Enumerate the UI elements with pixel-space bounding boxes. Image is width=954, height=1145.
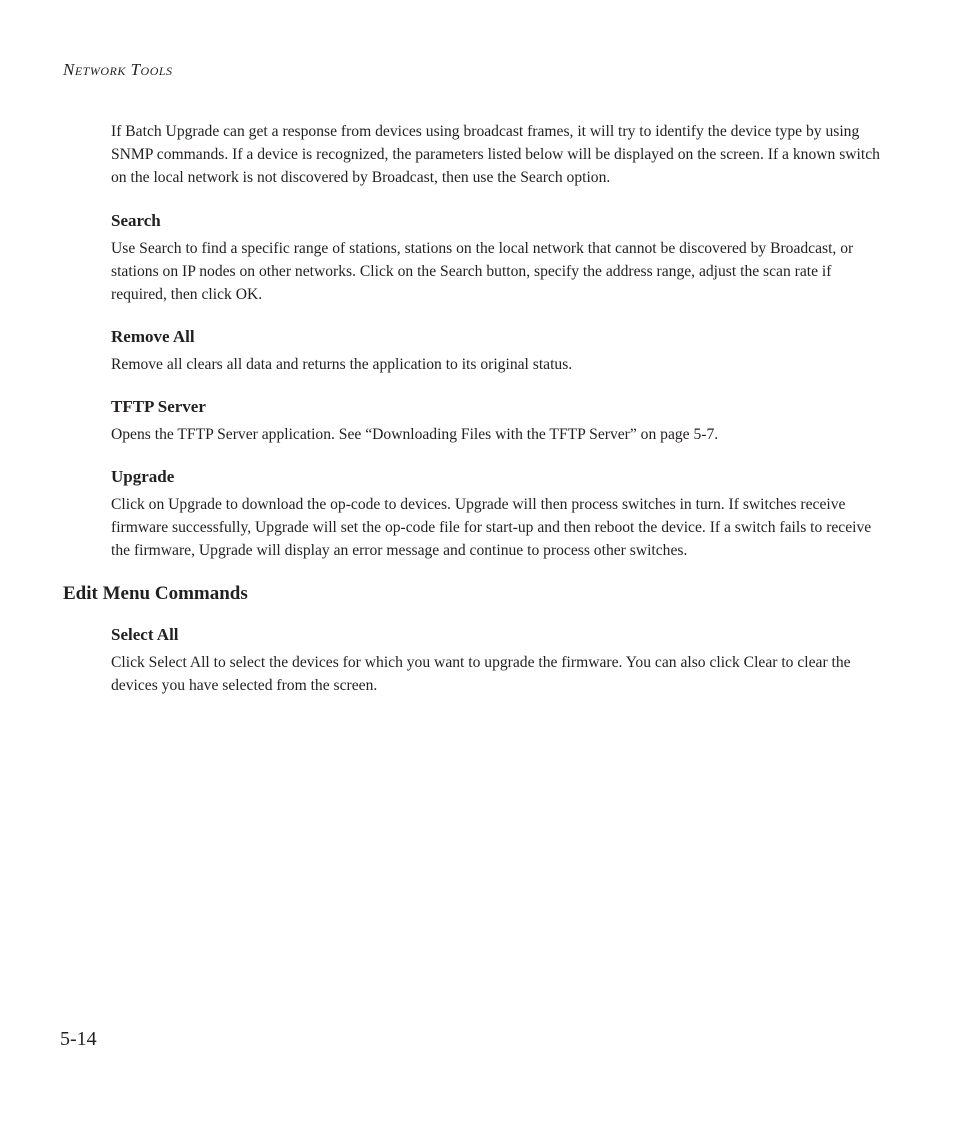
- section-heading: Search: [111, 211, 161, 230]
- section-body: Click Select All to select the devices for which you want to upgrade the firmware. You can also click Clear to clear the devices you have selected from the screen.: [111, 654, 851, 694]
- section-heading: Remove All: [111, 327, 195, 346]
- section-search: [111, 210, 891, 306]
- section-body: Click on Upgrade to download the op-code to devices. Upgrade will then process switches in turn. If switches receive firmware successfully, Upgrade will set the op-code file for start-up and then reboot the device. If a switch fails to receive the firmware, Upgrade will display an error message and continue to process other switches.: [111, 496, 872, 559]
- section-upgrade: [111, 466, 891, 562]
- section-body: Remove all clears all data and returns the application to its original status.: [111, 356, 573, 373]
- section-select-all: [111, 624, 891, 697]
- section-heading: TFTP Server: [111, 397, 206, 416]
- page-content: [63, 120, 891, 717]
- section-tftp-server: [111, 396, 891, 446]
- intro-paragraph: If Batch Upgrade can get a response from devices using broadcast frames, it will try to identify the device type by using SNMP commands. If a device is recognized, the parameters listed below will be displayed on the screen. If a known switch on the local network is not discovered by Broadcast, then use the Search option.: [111, 123, 880, 186]
- section-body: Use Search to find a specific range of stations, stations on the local network that cannot be discovered by Broadcast, or stations on IP nodes on other networks. Click on the Search button, specify the address range, adjust the scan rate if required, then click OK.: [111, 240, 854, 303]
- section-heading: Upgrade: [111, 467, 175, 486]
- edit-menu-heading: Edit Menu Commands: [63, 583, 248, 604]
- page-number: 5-14: [60, 1028, 97, 1050]
- section-heading: Select All: [111, 625, 179, 644]
- running-header: Network Tools: [63, 60, 173, 79]
- section-body: Opens the TFTP Server application. See “Downloading Files with the TFTP Server” on page 5-7.: [111, 426, 719, 443]
- section-remove-all: [111, 326, 891, 376]
